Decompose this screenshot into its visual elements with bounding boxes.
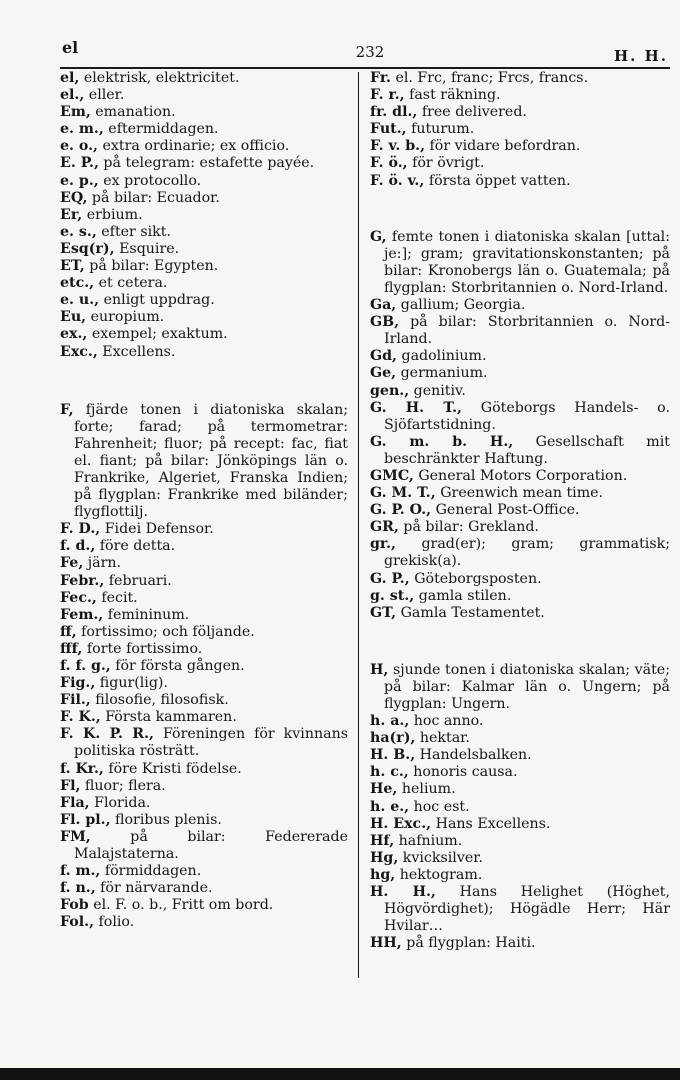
dictionary-entry (60, 344, 348, 361)
entry-definition: på bilar: Egypten. (84, 258, 219, 275)
running-head-right: H. H. (613, 47, 668, 65)
entry-abbreviation: Fl, (60, 777, 81, 794)
dictionary-entry (370, 468, 670, 485)
dictionary-entry (370, 730, 670, 747)
entry-abbreviation: gr., (370, 536, 396, 553)
entry-definition: Hans Helighet (Höghet, Högvördighet); Högädle Herr; Här Hvilar… (384, 884, 670, 935)
entry-definition: Greenwich mean time. (435, 485, 604, 502)
entry-abbreviation: f. m., (60, 863, 101, 880)
entry-abbreviation: Fob (60, 897, 89, 914)
dictionary-entry (60, 241, 348, 258)
entry-abbreviation: G, (370, 228, 387, 245)
entry-definition: Göteborgs Handels- o. Sjöfartstidning. (384, 399, 670, 433)
dictionary-entry (60, 590, 348, 607)
entry-abbreviation: Gd, (370, 348, 397, 365)
dictionary-entry (60, 309, 348, 326)
entry-abbreviation: Em, (60, 104, 91, 121)
dictionary-entry (60, 173, 348, 190)
dictionary-entry (370, 383, 670, 400)
entry-definition: emanation. (90, 104, 176, 121)
entry-definition: hoc est. (409, 798, 470, 815)
dictionary-entry (60, 87, 348, 104)
entry-abbreviation: F. K., (60, 709, 101, 726)
entry-definition: extra ordinarie; ex officio. (98, 138, 290, 155)
dictionary-entry (370, 155, 670, 172)
section-h (370, 662, 670, 953)
entry-abbreviation: hg, (370, 866, 396, 883)
entry-definition: på bilar: Grekland. (398, 519, 539, 536)
page-number: 232 (355, 43, 385, 61)
entry-definition: för vidare befordran. (425, 138, 581, 155)
entry-definition: hoc anno. (409, 713, 484, 730)
entry-definition: Göteborgsposten. (409, 570, 542, 587)
entry-definition: Florida. (89, 794, 151, 811)
entry-definition: General Motors Corporation. (413, 467, 628, 484)
right-column (370, 70, 670, 952)
entry-abbreviation: ha(r), (370, 730, 416, 747)
dictionary-entry (60, 258, 348, 275)
entry-abbreviation: fff, (60, 640, 83, 657)
entry-abbreviation: H. H., (370, 884, 436, 901)
entry-abbreviation: fr. dl., (370, 104, 418, 121)
entry-abbreviation: F. D., (60, 521, 101, 538)
entry-definition: Excellens. (97, 343, 176, 360)
dictionary-entry (60, 538, 348, 555)
entry-definition: på flygplan: Haiti. (401, 935, 536, 952)
entry-abbreviation: F. r., (370, 87, 405, 104)
entry-definition: gadolinium. (396, 348, 487, 365)
dictionary-entry (370, 867, 670, 884)
entry-definition: Handelsbalken. (415, 747, 532, 764)
dictionary-entry (60, 292, 348, 309)
dictionary-entry (370, 605, 670, 622)
entry-abbreviation: Hg, (370, 849, 399, 866)
header-rule (60, 67, 670, 69)
entry-abbreviation: Exc., (60, 343, 98, 360)
dictionary-entry (60, 275, 348, 292)
entry-definition: gallium; Georgia. (396, 297, 526, 314)
dictionary-entry (370, 571, 670, 588)
entry-definition: free delivered. (417, 104, 527, 121)
entry-abbreviation: gen., (370, 382, 410, 399)
entry-abbreviation: f. f. g., (60, 658, 111, 674)
entry-definition: för närvarande. (95, 880, 213, 897)
dictionary-entry (370, 781, 670, 798)
entry-abbreviation: e. p., (60, 172, 99, 189)
dictionary-entry (60, 624, 348, 641)
dictionary-entry (60, 190, 348, 207)
entry-definition: honoris causa. (408, 764, 518, 781)
entry-definition: på telegram: estafette payée. (98, 155, 315, 172)
entry-abbreviation: ET, (60, 258, 85, 275)
dictionary-entry (60, 521, 348, 538)
dictionary-entry (60, 658, 348, 675)
dictionary-entry (60, 726, 348, 760)
dictionary-entry (370, 662, 670, 713)
entry-definition: kvicksilver. (398, 849, 483, 866)
entry-definition: gamla stilen. (414, 587, 512, 604)
entry-definition: General Post-Office. (431, 502, 580, 519)
dictionary-entry (60, 224, 348, 241)
entry-definition: Esquire. (114, 240, 180, 257)
entry-abbreviation: H. Exc., (370, 815, 432, 832)
dictionary-entry (370, 935, 670, 952)
entry-definition: hektogram. (395, 866, 483, 883)
entry-abbreviation: G. P. O., (370, 502, 432, 519)
entry-abbreviation: F. K. P. R., (60, 726, 154, 743)
dictionary-entry (370, 229, 670, 297)
dictionary-entry (370, 348, 670, 365)
dictionary-entry (60, 829, 348, 863)
section-f (60, 402, 348, 932)
entry-definition: fast räkning. (404, 87, 501, 104)
dictionary-entry (370, 70, 670, 87)
entry-abbreviation: Fec., (60, 589, 97, 606)
entry-definition: på bilar: Federerade Malajstaterna. (74, 828, 348, 863)
dictionary-entry (370, 365, 670, 382)
entry-definition: elektrisk, elektricitet. (79, 70, 240, 86)
dictionary-entry (60, 104, 348, 121)
entry-abbreviation: e. m., (60, 121, 104, 138)
dictionary-entry (60, 573, 348, 590)
entry-abbreviation: ff, (60, 623, 77, 640)
dictionary-entry (370, 816, 670, 833)
dictionary-entry (370, 314, 670, 348)
entry-definition: Föreningen för kvinnans politiska rösträtt. (74, 726, 348, 760)
entry-definition: genitiv. (409, 382, 466, 399)
entry-abbreviation: Hf, (370, 832, 395, 849)
entry-abbreviation: G. H. T., (370, 399, 462, 416)
entry-definition: fluor; flera. (80, 777, 166, 794)
entry-abbreviation: H, (370, 661, 389, 678)
entry-abbreviation: GT, (370, 604, 397, 621)
entry-abbreviation: g. st., (370, 587, 415, 604)
entry-definition: filosofie, filosofisk. (90, 692, 229, 709)
entry-definition: europium. (86, 309, 165, 326)
dictionary-entry (60, 795, 348, 812)
entry-abbreviation: Fil., (60, 692, 91, 709)
entry-abbreviation: Ga, (370, 297, 397, 314)
entry-abbreviation: H. B., (370, 747, 416, 764)
dictionary-entry (370, 138, 670, 155)
dictionary-entry (370, 850, 670, 867)
entry-abbreviation: etc., (60, 275, 95, 292)
dictionary-entry (60, 555, 348, 572)
dictionary-entry (370, 400, 670, 434)
dictionary-entry (60, 70, 348, 87)
entry-abbreviation: h. e., (370, 798, 410, 815)
entry-abbreviation: GMC, (370, 467, 414, 484)
entry-abbreviation: Fem., (60, 606, 104, 623)
entry-abbreviation: Fe, (60, 555, 84, 572)
entry-definition: Gesellschaft mit beschränkter Haftung. (384, 433, 670, 467)
section-g (370, 229, 670, 622)
dictionary-entry (370, 87, 670, 104)
entry-definition: hektar. (415, 730, 470, 747)
entry-definition: enligt uppdrag. (99, 292, 215, 309)
left-column (60, 70, 348, 932)
entry-definition: femininum. (103, 606, 190, 623)
dictionary-entry (370, 764, 670, 781)
entry-abbreviation: f. d., (60, 538, 96, 555)
entry-definition: fortissimo; och följande. (76, 623, 255, 640)
entry-definition: Första kammaren. (100, 709, 237, 726)
dictionary-entry (60, 914, 348, 931)
dictionary-entry (60, 641, 348, 658)
dictionary-entry (60, 709, 348, 726)
dictionary-entry (370, 297, 670, 314)
dictionary-entry (370, 434, 670, 468)
entry-abbreviation: Fla, (60, 794, 90, 811)
entry-abbreviation: Esq(r), (60, 240, 115, 257)
entry-abbreviation: Ge, (370, 365, 397, 382)
entry-definition: ex protocollo. (98, 172, 202, 189)
entry-abbreviation: Febr., (60, 572, 105, 589)
dictionary-entry (370, 121, 670, 138)
entry-abbreviation: G. M. T., (370, 485, 436, 502)
entry-abbreviation: e. o., (60, 138, 98, 155)
dictionary-entry (60, 121, 348, 138)
entry-abbreviation: EQ, (60, 189, 88, 206)
entry-abbreviation: Fut., (370, 121, 407, 138)
entry-abbreviation: e. s., (60, 223, 97, 240)
dictionary-entry (370, 173, 670, 190)
dictionary-entry (370, 747, 670, 764)
entry-abbreviation: ex., (60, 326, 88, 343)
dictionary-entry (370, 799, 670, 816)
entry-abbreviation: e. u., (60, 292, 100, 309)
entry-abbreviation: Fr. (370, 70, 391, 86)
entry-abbreviation: E. P., (60, 155, 99, 172)
entry-definition: efter sikt. (96, 223, 171, 240)
dictionary-entry (370, 519, 670, 536)
entry-definition: Hans Excellens. (431, 815, 551, 832)
entry-definition: el. Frc, franc; Frcs, francs. (390, 70, 589, 86)
entry-definition: et cetera. (94, 275, 168, 292)
entry-definition: februari. (104, 572, 172, 589)
entry-abbreviation: G. P., (370, 570, 410, 587)
dictionary-entry (60, 880, 348, 897)
entry-abbreviation: h. a., (370, 713, 410, 730)
dictionary-entry (60, 155, 348, 172)
scan-edge-bar (0, 1068, 680, 1080)
entry-abbreviation: Eu, (60, 309, 87, 326)
entry-abbreviation: Er, (60, 206, 83, 223)
dictionary-entry (60, 863, 348, 880)
entry-abbreviation: FM, (60, 828, 91, 845)
entry-definition: Fidei Defensor. (100, 521, 214, 538)
dictionary-entry (370, 104, 670, 121)
entry-abbreviation: He, (370, 781, 398, 798)
column-divider (358, 72, 359, 978)
entry-definition: fjärde tonen i diatoniska skalan; forte; farad; på termometrar: Fahrenheit; fluor; på recept: fac, fiat el. fiant; på bilar: Jönköpings län o. Frankrike, Algeriet, Franska Indien; på flygplan: Frankrike med biländer; flygflottilj. (73, 401, 348, 521)
entry-abbreviation: f. n., (60, 880, 96, 897)
dictionary-entry (370, 502, 670, 519)
entry-definition: Gamla Testamentet. (396, 604, 545, 621)
entry-definition: före detta. (95, 538, 176, 555)
entry-definition: erbium. (82, 206, 143, 223)
entry-definition: eller. (84, 87, 125, 104)
entry-definition: femte tonen i diatoniska skalan [uttal: je:]; gram; gravitationskonstanten; på bilar: Kronobergs län o. Guatemala; på flygplan: Storbritannien o. Nord-Irland. (384, 228, 670, 296)
entry-definition: futurum. (406, 121, 475, 138)
entry-definition: el. F. o. b., Fritt om bord. (88, 897, 274, 914)
dictionary-entry (60, 607, 348, 624)
entry-definition: folio. (94, 914, 135, 931)
entry-definition: grad(er); gram; grammatisk; grekisk(a). (384, 536, 670, 570)
entry-definition: hafnium. (394, 832, 463, 849)
dictionary-entry (370, 713, 670, 730)
entry-abbreviation: F. v. b., (370, 138, 426, 155)
dictionary-entry (60, 761, 348, 778)
running-head-left: el (62, 38, 79, 57)
entry-abbreviation: Fl. pl., (60, 811, 111, 828)
dictionary-entry (60, 207, 348, 224)
section-e (60, 70, 348, 361)
entry-definition: första öppet vatten. (424, 172, 571, 189)
dictionary-entry (370, 485, 670, 502)
entry-definition: för första gången. (110, 658, 245, 674)
entry-definition: figur(lig). (95, 675, 168, 692)
entry-definition: helium. (397, 781, 456, 798)
entry-definition: forte fortissimo. (82, 640, 203, 657)
entry-definition: förmiddagen. (100, 863, 202, 880)
entry-definition: på bilar: Ecuador. (87, 189, 220, 206)
entry-abbreviation: G. m. b. H., (370, 433, 514, 450)
dictionary-entry (60, 897, 348, 914)
entry-definition: fecit. (96, 589, 138, 606)
entry-abbreviation: el, (60, 70, 80, 86)
dictionary-entry (60, 326, 348, 343)
entry-abbreviation: F. ö., (370, 155, 408, 172)
dictionary-entry (60, 138, 348, 155)
dictionary-entry (60, 402, 348, 522)
entry-definition: på bilar: Storbritannien o. Nord-Irland. (384, 314, 670, 348)
dictionary-entry (60, 692, 348, 709)
entry-abbreviation: GB, (370, 314, 400, 331)
entry-abbreviation: h. c., (370, 764, 409, 781)
entry-definition: järn. (83, 555, 122, 572)
dictionary-entry (370, 536, 670, 570)
dictionary-entry (60, 675, 348, 692)
entry-abbreviation: GR, (370, 519, 399, 536)
entry-abbreviation: F. ö. v., (370, 172, 425, 189)
entry-abbreviation: el., (60, 87, 85, 104)
dictionary-entry (60, 778, 348, 795)
entry-definition: före Kristi födelse. (103, 760, 242, 777)
entry-definition: eftermiddagen. (103, 121, 219, 138)
entry-abbreviation: HH, (370, 935, 402, 952)
dictionary-entry (60, 812, 348, 829)
entry-abbreviation: F, (60, 401, 74, 418)
entry-definition: floribus plenis. (110, 811, 222, 828)
entry-abbreviation: f. Kr., (60, 760, 104, 777)
section-f-continued (370, 70, 670, 190)
dictionary-entry (370, 884, 670, 935)
entry-definition: germanium. (396, 365, 488, 382)
entry-abbreviation: Fig., (60, 675, 96, 692)
dictionary-entry (370, 833, 670, 850)
entry-definition: exempel; exaktum. (87, 326, 228, 343)
entry-abbreviation: Fol., (60, 914, 95, 931)
dictionary-entry (370, 588, 670, 605)
entry-definition: sjunde tonen i diatoniska skalan; väte; på bilar: Kalmar län o. Ungern; på flygplan: Ungern. (384, 661, 670, 712)
entry-definition: för övrigt. (407, 155, 485, 172)
